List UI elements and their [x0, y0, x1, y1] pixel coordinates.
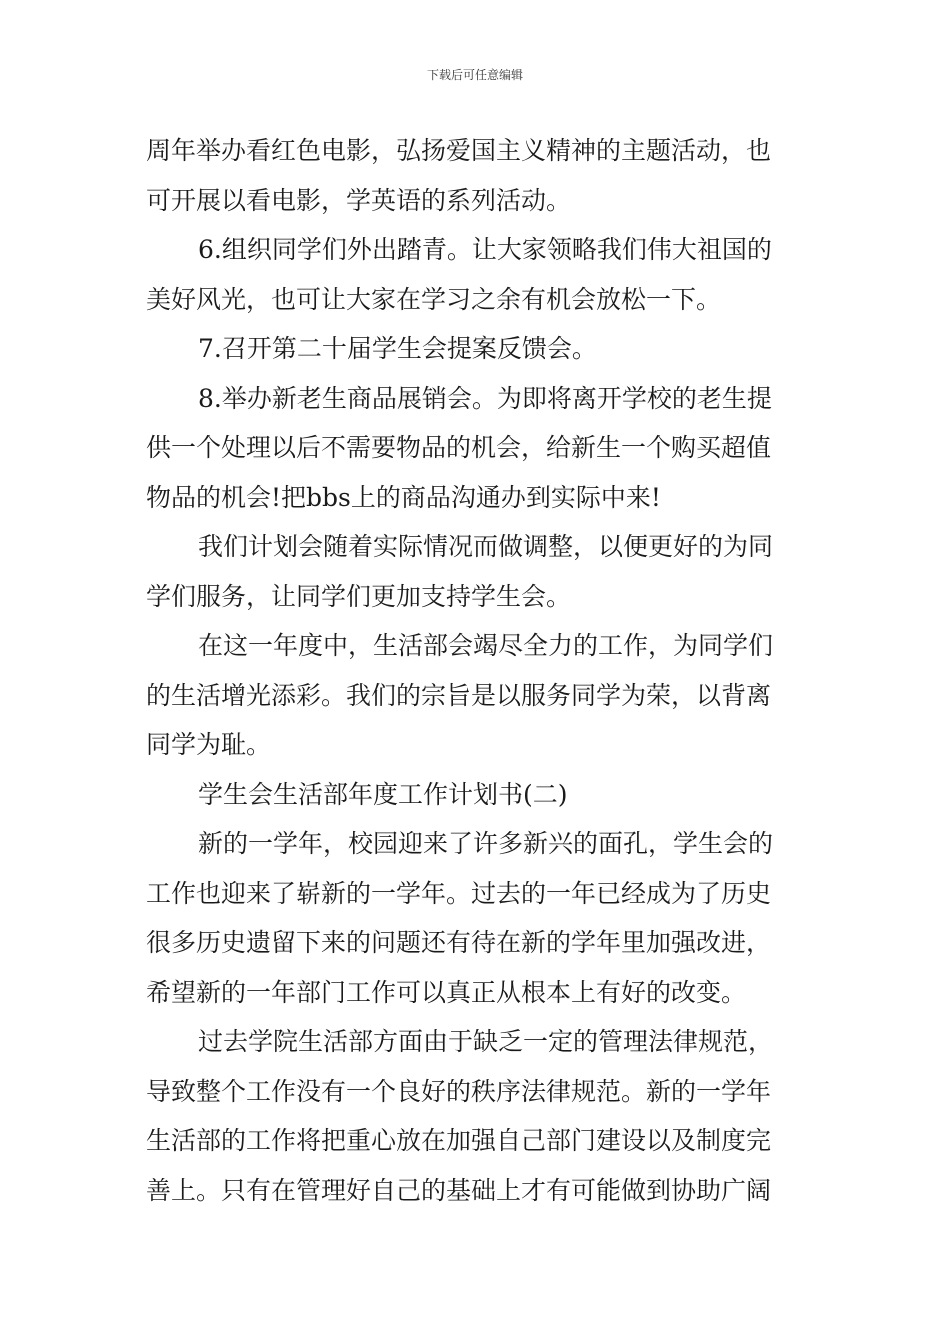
text-line: 8.举办新老生商品展销会。为即将离开学校的老生提: [198, 383, 772, 413]
text-line: 生活部的工作将把重心放在加强自己部门建设以及制度完: [146, 1126, 772, 1155]
text-line: 6.组织同学们外出踏青。让大家领略我们伟大祖国的: [198, 235, 772, 264]
text-line: 周年举办看红色电影，弘扬爱国主义精神的主题活动，也: [146, 136, 772, 165]
text-line: 同学为耻。: [146, 730, 272, 759]
text-line: 过去学院生活部方面由于缺乏一定的管理法律规范，: [198, 1027, 774, 1056]
header-note: 下载后可任意编辑: [426, 68, 523, 82]
text-line: 希望新的一年部门工作可以真正从根本上有好的改变。: [146, 977, 747, 1007]
text-line: 学们服务，让同学们更加支持学生会。: [146, 581, 572, 611]
text-line: 物品的机会!把bbs上的商品沟通办到实际中来!: [146, 482, 661, 512]
text-line: 在这一年度中，生活部会竭尽全力的工作，为同学们: [198, 631, 774, 660]
section-title: 学生会生活部年度工作计划书(二): [198, 779, 568, 809]
text-line: 供一个处理以后不需要物品的机会，给新生一个购买超值: [146, 433, 772, 462]
text-line: 可开展以看电影，学英语的系列活动。: [146, 185, 572, 215]
text-line: 的生活增光添彩。我们的宗旨是以服务同学为荣，以背离: [146, 680, 772, 710]
text-line: 工作也迎来了崭新的一学年。过去的一年已经成为了历史: [146, 878, 772, 908]
body-text: [146, 126, 808, 1215]
text-line: 很多历史遗留下来的问题还有待在新的学年里加强改进，: [146, 928, 772, 957]
text-line: 导致整个工作没有一个良好的秩序法律规范。新的一学年: [146, 1076, 772, 1106]
text-line: 我们计划会随着实际情况而做调整，以便更好的为同: [198, 532, 774, 561]
text-line: 7.召开第二十届学生会提案反馈会。: [198, 334, 597, 363]
text-line: 美好风光，也可让大家在学习之余有机会放松一下。: [146, 284, 722, 314]
text-line: 新的一学年，校园迎来了许多新兴的面孔，学生会的: [198, 829, 774, 858]
text-line: 善上。只有在管理好自己的基础上才有可能做到协助广阔: [146, 1175, 772, 1205]
